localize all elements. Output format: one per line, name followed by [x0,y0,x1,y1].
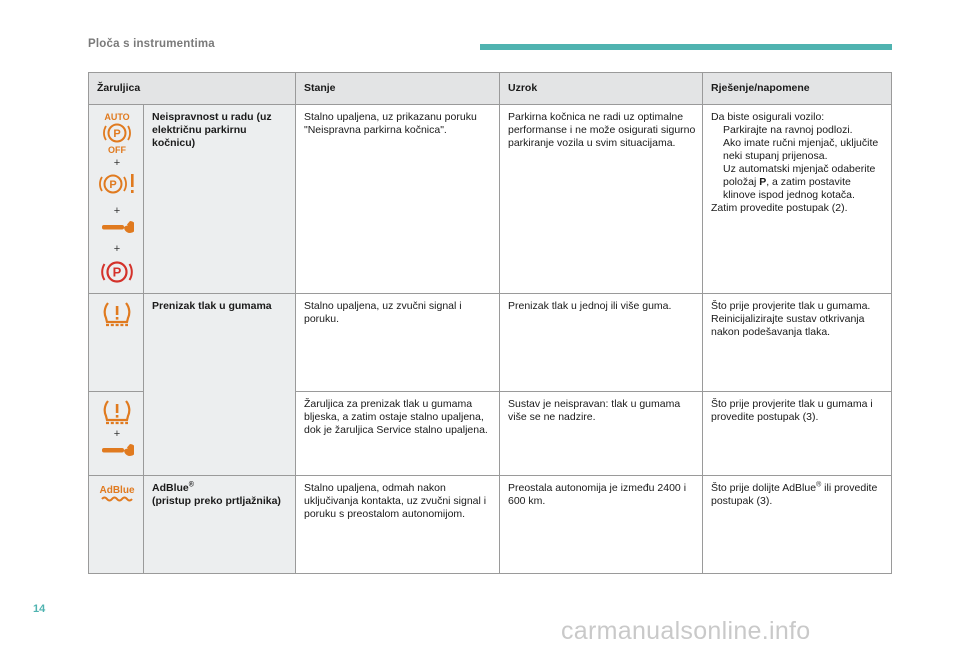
bullet-text [723,163,885,202]
lamp-name: Neispravnost u radu (uz električnu parkirnu kočnicu) [144,105,296,294]
lamp-icons-cell [89,294,144,392]
warning-lights-table [88,72,892,574]
lamp-icons-cell [89,392,144,476]
solution-text: Što prije provjerite tlak u gumama i provedite postupak (3). [703,392,892,476]
bullet-marker [711,124,723,137]
bullet-text: Ako imate ručni mjenjač, uključite neki stupanj prijenosa. [723,137,879,162]
solution-text [703,476,892,574]
page-number: 14 [33,603,46,615]
bullet-marker [711,163,723,202]
table-row [89,105,892,294]
solution-text [703,105,892,294]
table-header-row [89,73,892,105]
bullet-text-part: , a zatim postavite klinove ispod jednog kotača. [723,176,855,201]
lamp-icons-cell [89,476,144,574]
cause-text: Sustav je neispravan: tlak u gumama više se ne nadzire. [500,392,703,476]
plus-sign: + [113,205,121,217]
solution-bullet [711,124,885,137]
solution-outro: Zatim provedite postupak (2). [711,202,848,214]
section-accent-bar [480,44,892,50]
adblue-name: AdBlue [152,482,189,494]
cause-text: Parkirna kočnica ne radi uz optimalne performanse i ne može osigurati sigurno parkiranje vozila u svim situacijama. [500,105,703,294]
solution-bullet [711,163,885,202]
tyre-pressure-icon [102,300,132,328]
registered-mark: ® [816,481,822,489]
plus-sign: + [113,243,121,255]
state-text: Stalno upaljena, odmah nakon uključivanja kontakta, uz zvučni signal i poruku s preostalom autonomijom. [296,476,500,574]
column-header-solution: Rješenje/napomene [703,73,892,105]
parking-brake-icon [99,257,135,287]
svg-text:AUTO: AUTO [104,112,130,122]
plus-sign: + [113,157,121,169]
column-header-state: Stanje [296,73,500,105]
solution-part: Što prije dolijte AdBlue [711,482,817,494]
adblue-access-note: (pristup preko prtljažnika) [152,495,281,507]
lamp-icons-cell [89,105,144,294]
column-header-lamp: Žaruljica [89,73,296,105]
bullet-marker [711,137,723,163]
svg-text:P: P [112,264,122,280]
bullet-text-part: Uz automatski mjenjač odaberite položaj [723,163,876,188]
solution-bullet [711,137,885,163]
watermark: carmanualsonline.info [561,617,811,645]
lamp-name [144,476,296,574]
svg-text:OFF: OFF [108,145,126,155]
solution-part: ili provedite postupak (3). [711,482,878,507]
state-text: Žaruljica za prenizak tlak u gumama bljeska, a zatim ostaje stalno upaljena, dok je žaruljica Service stalno upaljena. [296,392,500,476]
solution-text: Što prije provjerite tlak u gumama. Reinicijalizirajte sustav otkrivanja nakon podešavanja tlaka. [703,294,892,392]
lamp-name: Prenizak tlak u gumama [144,294,296,476]
cause-text: Preostala autonomija je između 2400 i 600 km. [500,476,703,574]
bullet-text: Parkirajte na ravnoj podlozi. [723,124,853,136]
svg-text:AdBlue: AdBlue [99,485,135,496]
table-row [89,294,892,392]
parking-brake-fault-icon [97,171,137,197]
registered-mark: ® [188,481,194,489]
table-row [89,476,892,574]
state-text: Stalno upaljena, uz prikazanu poruku "Neispravna parkirna kočnica". [296,105,500,294]
svg-text:P: P [109,179,117,191]
service-wrench-icon [100,442,134,458]
column-header-cause: Uzrok [500,73,703,105]
service-wrench-icon [100,219,134,235]
gear-position-p: P [759,176,767,188]
tyre-pressure-icon [102,398,132,426]
plus-sign: + [113,428,121,440]
solution-intro: Da biste osigurali vozilo: [711,111,825,123]
state-text: Stalno upaljena, uz zvučni signal i poruku. [296,294,500,392]
adblue-icon [97,482,137,504]
svg-text:P: P [113,128,121,140]
cause-text: Prenizak tlak u jednoj ili više guma. [500,294,703,392]
section-title: Ploča s instrumentima [88,38,215,50]
auto-off-parking-brake-icon [100,111,134,155]
